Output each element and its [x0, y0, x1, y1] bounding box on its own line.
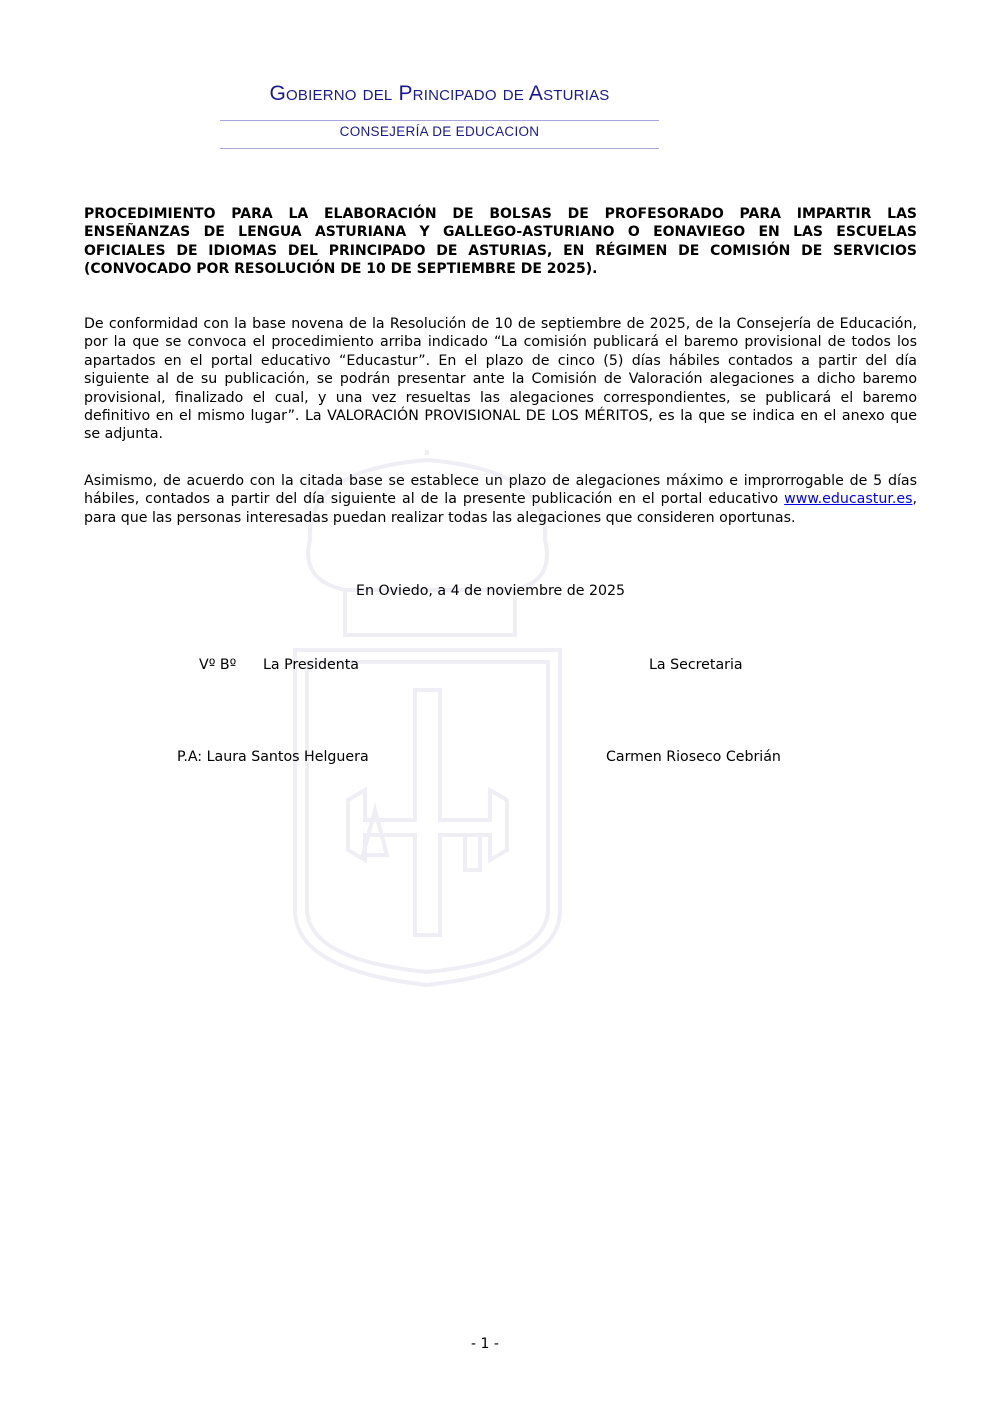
page-number: - 1 - — [471, 1336, 499, 1352]
vobo-label: Vº Bº — [199, 657, 237, 673]
coat-of-arms-watermark — [285, 450, 570, 990]
paragraph-alegaciones — [84, 472, 917, 527]
president-name: P.A: Laura Santos Helguera — [177, 749, 369, 765]
document-title: PROCEDIMIENTO PARA LA ELABORACIÓN DE BOLSAS DE PROFESORADO PARA IMPARTIR LAS ENSEÑANZAS DE LENGUA ASTURIANA Y GALLEGO-ASTURIANO O EONAVIEGO EN LAS ESCUELAS OFICIALES DE IDIOMAS DEL PRINCIPADO DE ASTURIAS, EN RÉGIMEN DE COMISIÓN DE SERVICIOS (CONVOCADO POR RESOLUCIÓN DE 10 DE SEPTIEMBRE DE 2025). — [84, 206, 917, 278]
paragraph-text: , para que las personas interesadas puedan realizar todas las alegaciones que consideren oportunas. — [84, 491, 917, 526]
secretary-role: La Secretaria — [649, 657, 743, 673]
header-title: Gobierno del Principado de Asturias — [269, 82, 610, 105]
paragraph-resolution: De conformidad con la base novena de la Resolución de 10 de septiembre de 2025, de la Consejería de Educación, por la que se convoca el procedimiento arriba indicado “La comisión publicará el baremo provisional de todos los apartados en el portal educativo “Educastur”. En el plazo de cinco (5) días hábiles contados a partir del día siguiente al de su publicación, se podrán presentar ante la Comisión de Valoración alegaciones a dicho baremo provisional, finalizado el cual, y una vez resueltas las alegaciones correspondientes, se publicará el baremo definitivo en el mismo lugar”. La VALORACIÓN PROVISIONAL DE LOS MÉRITOS, es la que se indica en el anexo que se adjunta. — [84, 316, 917, 443]
paragraph-text: Asimismo, de acuerdo con la citada base se establece un plazo de alegaciones máximo e improrrogable de 5 días hábiles, contados a partir del día siguiente al de la presente publicación en el portal educativo — [84, 473, 917, 508]
header-divider-bottom — [220, 148, 659, 149]
secretary-name: Carmen Rioseco Cebrián — [606, 749, 781, 765]
header-subtitle: CONSEJERÍA DE EDUCACION — [339, 124, 540, 139]
president-role: La Presidenta — [263, 657, 359, 673]
educastur-link[interactable]: www.educastur.es — [784, 491, 913, 508]
header-divider-top — [220, 120, 659, 121]
place-date: En Oviedo, a 4 de noviembre de 2025 — [356, 583, 626, 599]
